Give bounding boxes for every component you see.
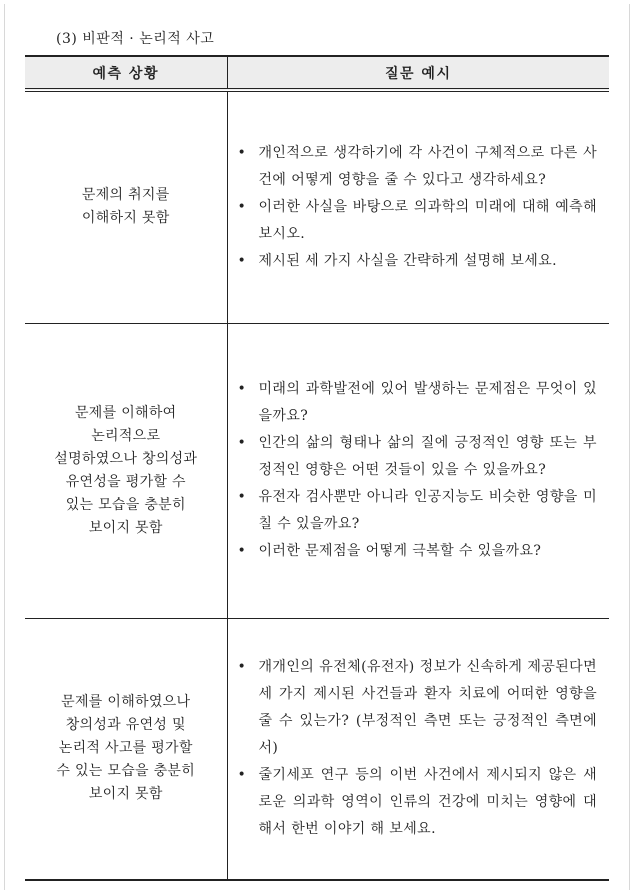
bullet-icon: • — [237, 489, 247, 505]
question-list — [238, 140, 598, 275]
bullet-icon: • — [237, 435, 247, 451]
bullet-icon: • — [237, 381, 247, 397]
bullet-icon: • — [237, 659, 247, 676]
question-text: 이러한 사실을 바탕으로 의과학의 미래에 대해 예측해 보시오. — [258, 198, 597, 242]
question-item — [238, 538, 598, 565]
bullet-icon: • — [237, 252, 247, 269]
bullet-icon: • — [237, 767, 247, 784]
question-text: 인간의 삶의 형태나 삶의 질에 긍정적인 영향 또는 부정적인 영향은 어떤 것들이 있을 수 있을까요? — [258, 435, 597, 478]
question-item — [238, 654, 598, 762]
table-row — [25, 323, 609, 618]
question-list — [238, 376, 598, 565]
question-item — [238, 194, 598, 248]
table-header-row — [25, 56, 609, 90]
table-row — [25, 618, 609, 880]
situation-cell: 문제의 취지를 이해하지 못함 — [25, 90, 227, 323]
question-table — [25, 55, 609, 881]
question-text: 미래의 과학발전에 있어 발생하는 문제점은 무엇이 있을까요? — [258, 381, 597, 424]
question-item — [238, 248, 598, 275]
question-text: 개개인의 유전체(유전자) 정보가 신속하게 제공된다면 세 가지 제시된 사건들과 환자 치료에 어떠한 영향을 줄 수 있는가? (부정적인 측면 또는 긍정적인 측면에서) — [258, 659, 597, 757]
question-item — [238, 762, 598, 843]
situation-cell: 문제를 이해하여 논리적으로 설명하였으나 창의성과 유연성을 평가할 수 있는 모습을 충분히 보이지 못함 — [25, 323, 227, 618]
question-item — [238, 140, 598, 194]
question-text: 이러한 문제점을 어떻게 극복할 수 있을까요? — [258, 543, 542, 559]
situation-cell: 문제를 이해하였으나 창의성과 유연성 및 논리적 사고를 평가할 수 있는 모습을 충분히 보이지 못함 — [25, 618, 227, 880]
question-list — [238, 654, 598, 843]
section-title: (3) 비판적 · 논리적 사고 — [56, 31, 215, 47]
question-item — [238, 484, 598, 538]
question-text: 제시된 세 가지 사실을 간략하게 설명해 보세요. — [258, 252, 558, 269]
bullet-icon: • — [237, 198, 247, 215]
questions-cell — [227, 323, 609, 618]
question-item — [238, 430, 598, 484]
header-questions: 질문 예시 — [227, 56, 609, 90]
question-text: 개인적으로 생각하기에 각 사건이 구체적으로 다른 사건에 어떻게 영향을 줄 수 있다고 생각하세요? — [258, 144, 597, 188]
table-row — [25, 90, 609, 323]
header-situation: 예측 상황 — [25, 56, 227, 90]
question-text: 유전자 검사뿐만 아니라 인공지능도 비슷한 영향을 미칠 수 있을까요? — [258, 489, 597, 532]
questions-cell — [227, 618, 609, 880]
bullet-icon: • — [237, 543, 247, 559]
question-item — [238, 376, 598, 430]
questions-cell — [227, 90, 609, 323]
question-text: 줄기세포 연구 등의 이번 사건에서 제시되지 않은 새로운 의과학 영역이 인류의 건강에 미치는 영향에 대해서 한번 이야기 해 보세요. — [258, 767, 597, 838]
bullet-icon: • — [237, 144, 247, 161]
